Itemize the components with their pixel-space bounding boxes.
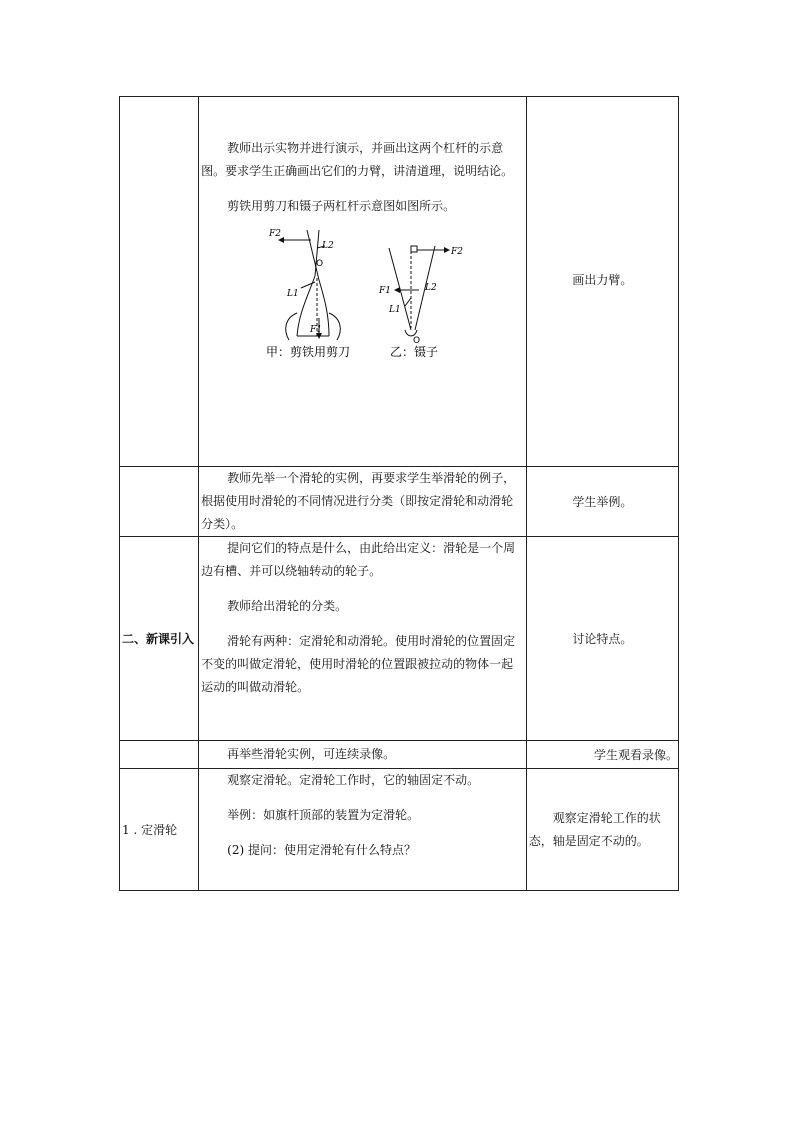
row3-label-cell (120, 537, 199, 741)
row2-para: 教师先举一个滑轮的实例，再要求学生举滑轮的例子，根据使用时滑轮的不同情况进行分类（即按定滑轮和动滑轮分类）。 (201, 471, 516, 531)
lever-diagram (199, 218, 525, 368)
row5-para1: 观察定滑轮。定滑轮工作时，它的轴固定不动。 (227, 773, 480, 787)
row4-label-cell (120, 741, 199, 769)
row2-content-cell (199, 467, 527, 537)
row5-para2: 举例：如旗杆顶部的装置为定滑轮。 (227, 808, 420, 822)
row3-para3: 滑轮有两种：定滑轮和动滑轮。使用时滑轮的位置固定不变的叫做定滑轮，使用时滑轮的位置跟被拉动的物体一起运动的叫做动滑轮。 (201, 634, 516, 694)
row-fixed-pulley (120, 769, 679, 891)
row1-content-cell (199, 97, 527, 467)
tweezers-diagram (389, 246, 449, 336)
shears-f2-label: F2 (269, 229, 282, 239)
row2-label-cell (120, 467, 199, 537)
row3-content-cell (199, 537, 527, 741)
row-pulley-definition (120, 537, 679, 741)
row2-student-cell (526, 467, 678, 537)
shears-caption: 甲：剪铁用剪刀 (266, 345, 351, 359)
tweezers-l1-label: L1 (389, 305, 401, 315)
row5-student-cell (526, 769, 678, 891)
tweezers-l2-label: L2 (425, 283, 437, 293)
tweezers-o-label: O (413, 336, 421, 346)
row3-para2: 教师给出滑轮的分类。 (227, 599, 348, 613)
row5-content-cell (199, 769, 527, 891)
tweezers-f1-label: F1 (379, 286, 392, 296)
row-pulley-examples (120, 467, 679, 537)
row5-label-cell (120, 769, 199, 891)
section-title-fixed-pulley: 1 . 定滑轮 (122, 822, 178, 837)
row4-para: 再举些滑轮实例，可连续录像。 (227, 747, 396, 761)
row1-para2: 剪铁用剪刀和镊子两杠杆示意图如图所示。 (227, 199, 456, 213)
row2-student-text: 学生举例。 (572, 495, 633, 509)
shears-f1-label: F1 (310, 325, 323, 335)
row1-para1: 教师出示实物并进行演示，并画出这两个杠杆的示意图。要求学生正确画出它们的力臂，讲清道理，说明结论。 (201, 141, 514, 178)
shears-l2-label: L2 (322, 241, 334, 251)
lesson-table (119, 96, 679, 891)
row1-student-text: 画出力臂。 (572, 273, 633, 287)
row1-label-cell (120, 97, 199, 467)
section-title-new-lesson: 二、新课引入 (122, 631, 195, 646)
tweezers-f2-label: F2 (451, 247, 464, 257)
row-video (120, 741, 679, 769)
row1-student-cell (526, 97, 678, 467)
row3-student-text: 讨论特点。 (572, 632, 633, 646)
row4-student-text: 学生观看录像。 (593, 748, 678, 762)
tweezers-caption: 乙：镊子 (390, 345, 439, 359)
row5-para3: (2) 提问：使用定滑轮有什么特点？ (227, 843, 416, 857)
row-lever-demo (120, 97, 679, 467)
row4-student-cell (526, 741, 678, 769)
row3-student-cell (526, 537, 678, 741)
row5-student-text: 观察定滑轮工作的状态，轴是固定不动的。 (528, 810, 661, 848)
row3-para1: 提问它们的特点是什么，由此给出定义：滑轮是一个周边有槽、并可以绕轴转动的轮子。 (201, 541, 516, 578)
shears-o-label: O (316, 259, 324, 269)
shears-l1-label: L1 (287, 289, 299, 299)
row4-content-cell (199, 741, 527, 769)
